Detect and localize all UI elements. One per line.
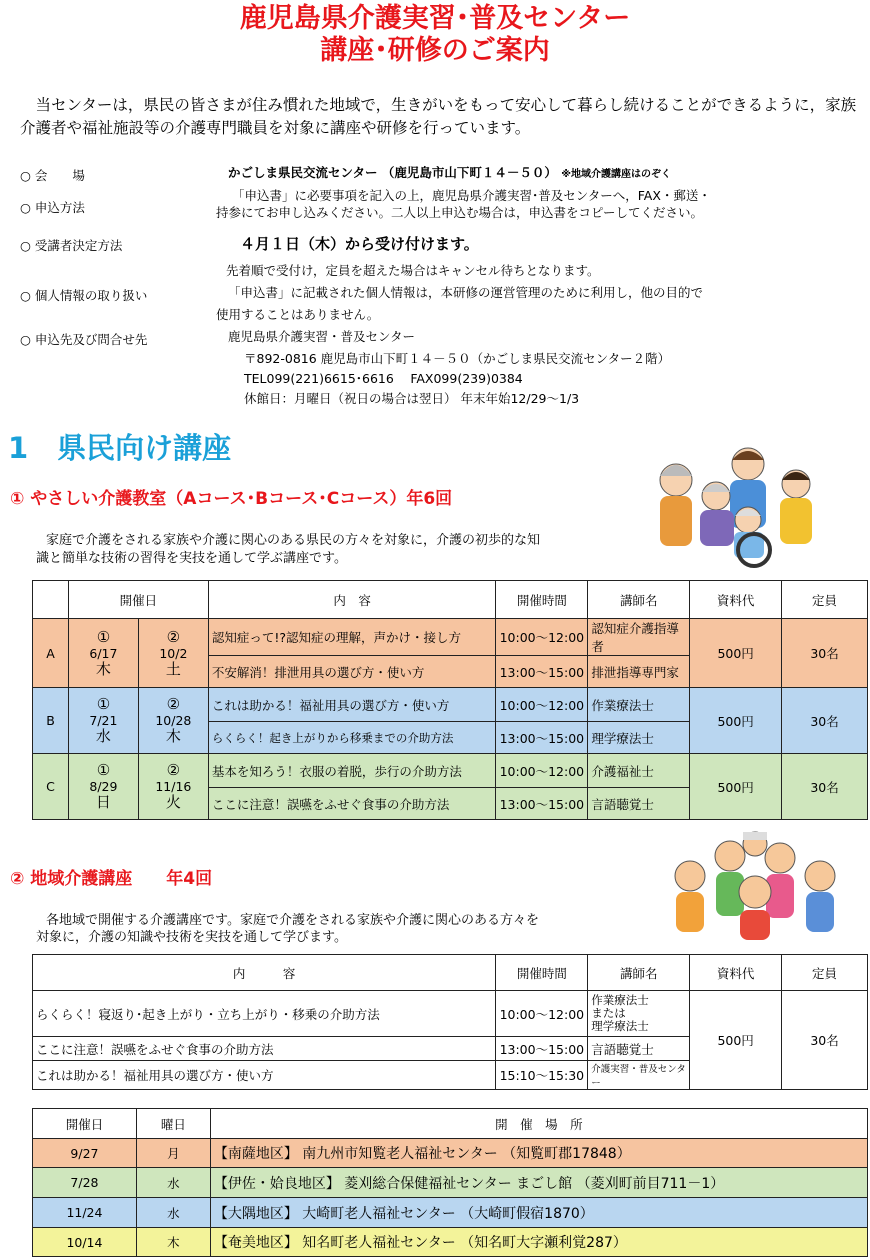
course-label: C <box>33 754 69 820</box>
header-capacity: 定員 <box>782 581 868 619</box>
time-cell: 10:00～12:00 <box>496 688 588 722</box>
date-cell-1: ① 6/17 木 <box>68 619 138 688</box>
decide-value-1: ４月１日（木）から受け付けます。 <box>240 235 479 253</box>
header-lecturer: 講師名 <box>588 581 690 619</box>
time-cell: 15:10～15:30 <box>496 1061 588 1090</box>
time-cell: 13:00～15:00 <box>496 788 588 820</box>
privacy-value-2: 使用することはありません。 <box>216 307 380 322</box>
decide-value-2: 先着順で受付け，定員を超えた場合はキャンセル待ちとなります。 <box>226 263 600 278</box>
time-cell: 10:00～12:00 <box>496 619 588 656</box>
contact-value-1: 鹿児島県介護実習・普及センター <box>228 329 416 344</box>
topic-cell: らくらく！起き上がりから移乗までの介助方法 <box>208 722 496 754</box>
course2-desc-1: 各地域で開催する介護講座です。家庭で介護をされる家族や介護に関心のある方々を <box>46 913 539 928</box>
date-cell-2: ② 10/28 木 <box>138 688 208 754</box>
course2-venue-table <box>32 1108 868 1257</box>
lecturer-cell: 排泄指導専門家 <box>588 656 690 688</box>
course2-content-table <box>32 954 868 1090</box>
dow-cell: 月 <box>136 1139 210 1168</box>
topic-cell: ここに注意！誤嚥をふせぐ食事の介助方法 <box>33 1037 496 1061</box>
topic-cell: 認知症って!?認知症の理解，声かけ・接し方 <box>208 619 496 656</box>
venue-cell: 【伊佐・姶良地区】 菱刈総合保健福祉センター まごし館 （菱刈町前目711－1） <box>210 1168 867 1198</box>
time-cell: 13:00～15:00 <box>496 656 588 688</box>
course-row-b <box>33 688 868 722</box>
venue-cell: 【南薩地区】 南九州市知覧老人福祉センター （知覧町郡17848） <box>210 1139 867 1168</box>
time-cell: 13:00～15:00 <box>496 722 588 754</box>
lecturer-cell: 介護福祉士 <box>588 754 690 788</box>
page-title-line2: 講座･研修のご案内 <box>320 35 550 66</box>
capacity-cell: 30名 <box>782 991 868 1090</box>
header-fee: 資料代 <box>690 581 782 619</box>
intro-paragraph: 当センターは，県民の皆さまが住み慣れた地域で，生きがいをもって安心して暮らし続けることができるように，家族介護者や福祉施設等の介護専門職員を対象に講座や研修を行っています。 <box>20 96 857 137</box>
header-content: 内 容 <box>208 581 496 619</box>
contact-closed-days: 休館日：月曜日（祝日の場合は翌日） 年末年始12/29～1/3 <box>244 391 580 406</box>
venue-label: ○ 会 場 <box>20 168 85 183</box>
course-row-c <box>33 754 868 788</box>
venue-cell: 【大隅地区】 大崎町老人福祉センター （大崎町假宿1870） <box>210 1198 867 1228</box>
apply-label: ○ 申込方法 <box>20 200 85 215</box>
date-cell-2: ② 10/2 土 <box>138 619 208 688</box>
capacity-cell: 30名 <box>782 754 868 820</box>
venue-row-nansatsu <box>33 1139 868 1168</box>
course-label: A <box>33 619 69 688</box>
header-content: 内 容 <box>33 955 496 991</box>
lecturer-cell: 言語聴覚士 <box>588 788 690 820</box>
header-date: 開催日 <box>68 581 208 619</box>
section1-heading: 1 県民向け講座 <box>8 431 232 465</box>
family-caregivers-illustration <box>636 440 841 570</box>
dow-cell: 木 <box>136 1228 210 1257</box>
course1-desc-1: 家庭で介護をされる家族や介護に関心のある県民の方々を対象に，介護の初歩的な知 <box>46 533 541 548</box>
date-cell: 7/28 <box>33 1168 137 1198</box>
topic-cell: これは助かる！福祉用具の選び方・使い方 <box>33 1061 496 1090</box>
fee-cell: 500円 <box>690 688 782 754</box>
topic-cell: 不安解消！排泄用具の選び方・使い方 <box>208 656 496 688</box>
fee-cell: 500円 <box>690 991 782 1090</box>
time-cell: 10:00～12:00 <box>496 754 588 788</box>
contact-label: ○ 申込先及び問合せ先 <box>20 332 148 347</box>
elderly-group-illustration <box>660 826 850 944</box>
topic-cell: ここに注意！誤嚥をふせぐ食事の介助方法 <box>208 788 496 820</box>
date-cell-2: ② 11/16 火 <box>138 754 208 820</box>
header-time: 開催時間 <box>496 955 588 991</box>
topic-cell: これは助かる！福祉用具の選び方・使い方 <box>208 688 496 722</box>
topic-cell: らくらく！寝返り･起き上がり・立ち上がり・移乗の介助方法 <box>33 991 496 1037</box>
fee-cell: 500円 <box>690 619 782 688</box>
course2-title: ② 地域介護講座 年4回 <box>10 869 213 889</box>
header-lecturer: 講師名 <box>588 955 690 991</box>
table-row <box>33 991 868 1037</box>
page-title-line1: 鹿児島県介護実習･普及センター <box>239 3 631 34</box>
lecturer-cell: 作業療法士 <box>588 688 690 722</box>
venue-row-osumi <box>33 1198 868 1228</box>
lecturer-cell: 言語聴覚士 <box>588 1037 690 1061</box>
venue-value: かごしま県民交流センター （鹿児島市山下町１４－５０） ※地域介護講座はのぞく <box>228 165 671 180</box>
capacity-cell: 30名 <box>782 619 868 688</box>
lecturer-cell: 認知症介護指導者 <box>588 619 690 656</box>
header-fee: 資料代 <box>690 955 782 991</box>
course1-title: ① やさしい介護教室（Aコース･Bコース･Cコース）年6回 <box>10 489 453 509</box>
capacity-cell: 30名 <box>782 688 868 754</box>
date-cell: 11/24 <box>33 1198 137 1228</box>
decide-label: ○ 受講者決定方法 <box>20 238 123 253</box>
header-dow: 曜日 <box>136 1109 210 1139</box>
apply-value-1: 「申込書」に必要事項を記入の上，鹿児島県介護実習･普及センターへ，FAX・郵送・ <box>232 188 711 203</box>
contact-phone-fax: TEL099(221)6615･6616 FAX099(239)0384 <box>244 371 523 386</box>
topic-cell: 基本を知ろう！衣服の着脱，歩行の介助方法 <box>208 754 496 788</box>
time-cell: 10:00～12:00 <box>496 991 588 1037</box>
course1-schedule-table <box>32 580 868 820</box>
course2-desc-2: 対象に，介護の知識や技術を実技を通して学びます。 <box>36 930 347 945</box>
course-row-a <box>33 619 868 656</box>
privacy-value-1: 「申込書」に記載された個人情報は，本研修の運営管理のために利用し，他の目的で <box>228 285 704 300</box>
header-capacity: 定員 <box>782 955 868 991</box>
time-cell: 13:00～15:00 <box>496 1037 588 1061</box>
lecturer-cell: 理学療法士 <box>588 722 690 754</box>
dow-cell: 水 <box>136 1168 210 1198</box>
venue-row-amami <box>33 1228 868 1257</box>
venue-cell: 【奄美地区】 知名町老人福祉センター （知名町大字瀬利覚287） <box>210 1228 867 1257</box>
dow-cell: 水 <box>136 1198 210 1228</box>
date-cell-1: ① 8/29 日 <box>68 754 138 820</box>
venue-row-isa-aira <box>33 1168 868 1198</box>
contact-address: 〒892-0816 鹿児島市山下町１４－５０（かごしま県民交流センター２階） <box>244 351 671 366</box>
header-date: 開催日 <box>33 1109 137 1139</box>
venue-note: ※地域介護講座はのぞく <box>561 169 671 180</box>
apply-value-2: 持参にてお申し込みください。二人以上申込む場合は，申込書をコピーしてください。 <box>216 205 704 220</box>
lecturer-cell: 介護実習・普及センター <box>588 1061 690 1090</box>
privacy-label: ○ 個人情報の取り扱い <box>20 288 148 303</box>
lecturer-cell: 作業療法士 または 理学療法士 <box>588 991 690 1037</box>
fee-cell: 500円 <box>690 754 782 820</box>
date-cell-1: ① 7/21 水 <box>68 688 138 754</box>
course1-desc-2: 識と簡単な技術の習得を実技を通して学ぶ講座です。 <box>36 551 347 566</box>
header-venue: 開 催 場 所 <box>210 1109 867 1139</box>
date-cell: 9/27 <box>33 1139 137 1168</box>
header-time: 開催時間 <box>496 581 588 619</box>
course-label: B <box>33 688 69 754</box>
date-cell: 10/14 <box>33 1228 137 1257</box>
